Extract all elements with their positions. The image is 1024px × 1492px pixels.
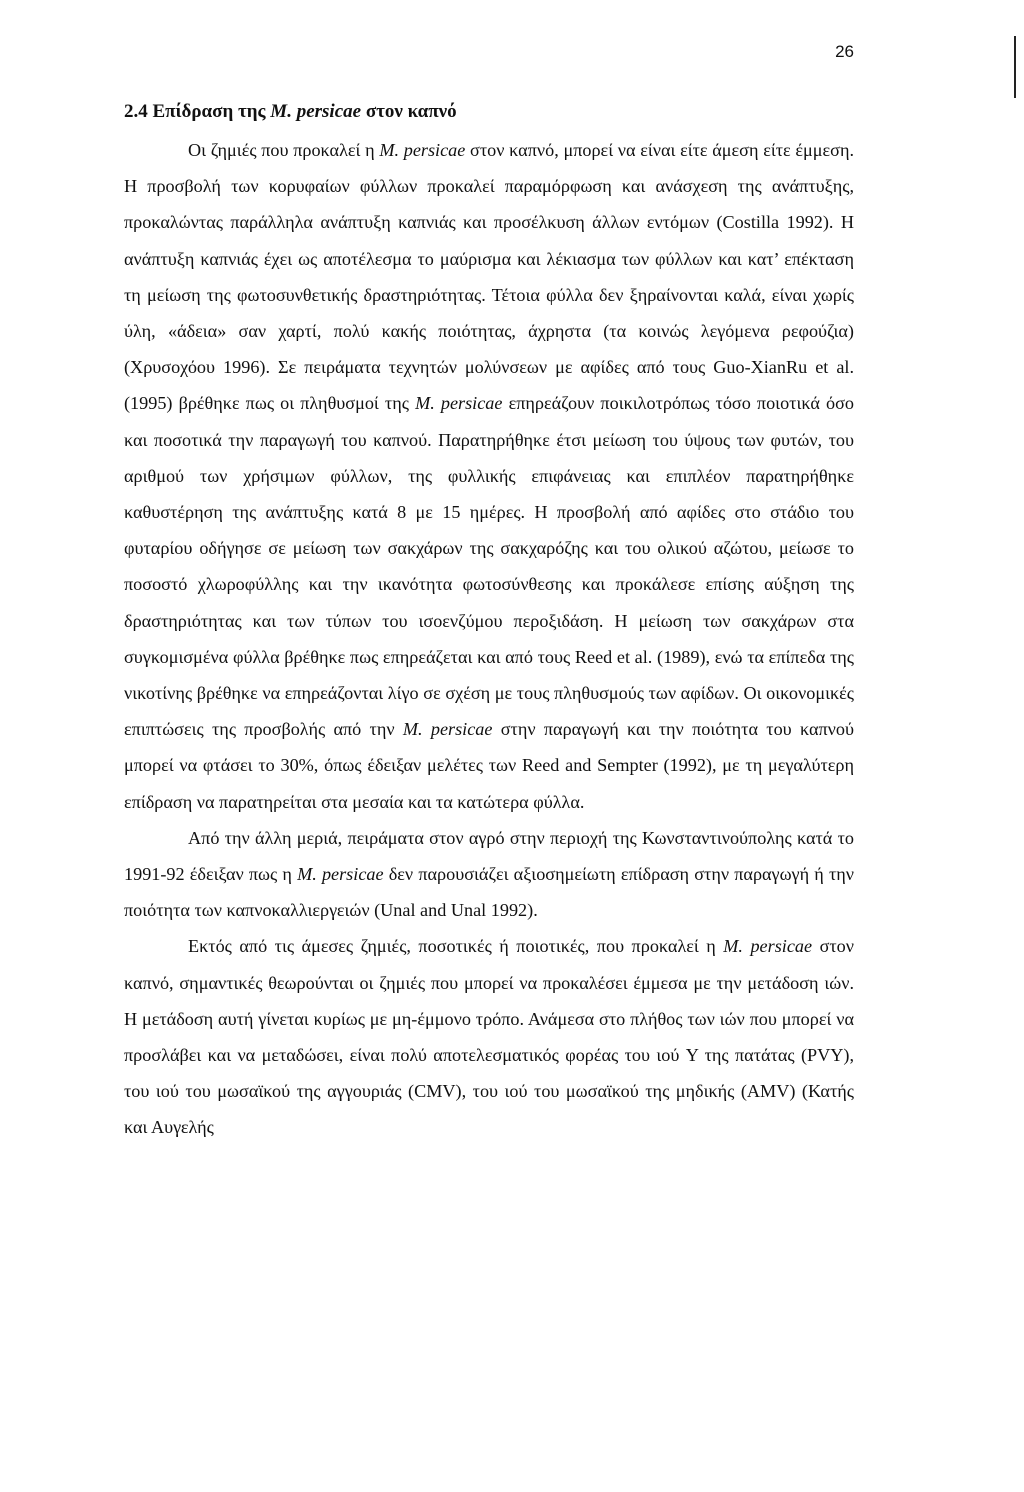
heading-species: M. persicae (270, 101, 362, 122)
species-name: M. persicae (297, 864, 384, 885)
species-name: M. persicae (379, 140, 466, 160)
species-name: M. persicae (415, 393, 503, 414)
text-segment: Από την άλλη μεριά, πειράματα στον αγρό στην περιοχή της Κωνσταντινούπολης κατά το 1991-92 έδειξαν πως η (124, 827, 854, 885)
paragraph-direct-indirect-damage (124, 132, 854, 820)
species-name: M. persicae (402, 719, 493, 740)
text-segment: στον καπνό, σημαντικές θεωρούνται οι ζημιές που μπορεί να προκαλέσει έμμεσα με την μετάδοση ιών. Η μετάδοση αυτή γίνεται κυρίως με μη-έμμονο τρόπο. Ανάμεσα στο πλήθος των ιών που μπορεί να προσλάβει και να μεταδώσει, είναι πολύ αποτελεσματικός φορέας του ιού Y της πατάτας (PVY), του ιού του μωσαϊκού της αγγουριάς (CMV), του ιού του μωσαϊκού της μηδικής (AMV) (Κατής και Αυγελής (124, 936, 854, 1138)
text-segment: επηρεάζουν ποικιλοτρόπως τόσο ποιοτικά όσο και ποσοτικά την παραγωγή του καπνού. Παρατηρήθηκε έτσι μείωση του ύψους των φυτών, του αριθμού των χρήσιμων φύλλων, της φυλλικής επιφάνειας και επιπλέον παρατηρήθηκε καθυστέρηση της ανάπτυξης κατά 8 με 15 ημέρες. Η προσβολή από αφίδες στο στάδιο του φυταρίου οδήγησε σε μείωση των σακχάρων της σακχαρόζης και του ολικού αζώτου, μείωσε το ποσοστό χλωροφύλλης και την ικανότητα φωτοσύνθεσης και προκάλεσε επίσης αύξηση της δραστηριότητας και των τύπων του ισοενζύμου περοξιδάση. Η μείωση των σακχάρων στα συγκομισμένα φύλλα βρέθηκε πως επηρεάζεται και από τους Reed et al. (1989), ενώ τα επίπεδα της νικοτίνης βρέθηκε να επηρεάζονται λίγο σε σχέση με τους πληθυσμούς των αφίδων. Οι οικονομικές επιπτώσεις της προσβολής από την (124, 393, 854, 740)
page-number: 26 (835, 42, 854, 61)
paragraph-istanbul-field-trials (124, 820, 854, 929)
document-body (124, 98, 854, 1146)
species-name: M. persicae (723, 936, 813, 957)
text-segment: στην παραγωγή και την ποιότητα του καπνού μπορεί να φτάσει το 30%, όπως έδειξαν μελέτες των Reed and Sempter (1992), με τη μεγαλύτερη επίδραση να παρατηρείται στα μεσαία και τα κατώτερα φύλλα. (124, 719, 854, 812)
heading-prefix: 2.4 Επίδραση της (124, 101, 271, 122)
text-segment: στον καπνό, μπορεί να είναι είτε άμεση είτε έμμεση. Η προσβολή των κορυφαίων φύλλων προκαλεί παραμόρφωση και ανάσχεση της ανάπτυξης, προκαλώντας παράλληλα ανάπτυξη καπνιάς και προσέλκυση άλλων εντόμων (Costilla 1992). Η ανάπτυξη καπνιάς έχει ως αποτέλεσμα το μαύρισμα και λέκιασμα των φύλλων και κατ’ επέκταση τη μείωση της φωτοσυνθετικής δραστηριότητας. Τέτοια φύλλα δεν ξηραίνονται καλά, είναι χωρίς ύλη, «άδεια» σαν χαρτί, πολύ κακής ποιότητας, άχρηστα (τα κοινώς λεγόμενα ρεφούζια) (Χρυσοχόου 1996). Σε πειράματα τεχνητών μολύνσεων με αφίδες από τους Guo-XianRu et al. (1995) βρέθηκε πως οι πληθυσμοί της (124, 140, 855, 414)
text-segment: δεν παρουσιάζει αξιοσημείωτη επίδραση στην παραγωγή ή την ποιότητα των καπνοκαλλιεργειών (Unal and Unal 1992). (124, 864, 854, 921)
text-segment: Εκτός από τις άμεσες ζημιές, ποσοτικές ή ποιοτικές, που προκαλεί η (188, 936, 724, 957)
text-segment: Οι ζημιές που προκαλεί η (188, 140, 380, 160)
paragraph-virus-transmission (124, 928, 854, 1145)
scan-edge-mark (1014, 36, 1016, 98)
heading-suffix: στον καπνό (361, 101, 457, 122)
section-heading (124, 98, 854, 126)
